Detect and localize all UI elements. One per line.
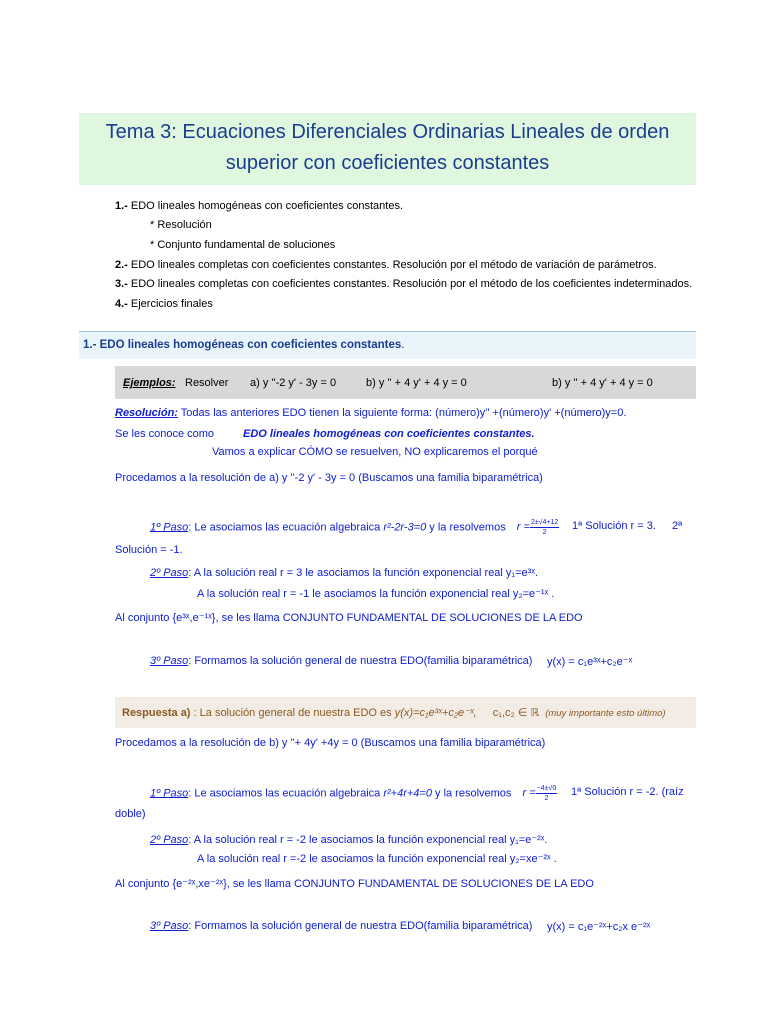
- resolution-label: Resolución:: [115, 407, 178, 419]
- paso1-a-sol2-cont: Solución = -1.: [115, 544, 183, 556]
- answer-text: : La solución general de nuestra EDO es: [190, 707, 395, 719]
- example-a: a) y ''-2 y' - 3y = 0: [250, 377, 337, 389]
- step-label: 1º Paso: [150, 521, 189, 534]
- example-b: b) y '' + 4 y' + 4 y = 0: [366, 377, 467, 389]
- solution-b: y(x) = c₁e⁻²ˣ+c₂x e⁻²ˣ: [547, 921, 651, 933]
- paso1-a: [150, 518, 559, 537]
- section-header: [79, 331, 696, 359]
- paso1-b-sol-cont: doble): [115, 808, 146, 820]
- step-text: : Le asociamos las ecuación algebraica: [188, 521, 384, 534]
- frac-num: −4±√0: [536, 785, 557, 792]
- toc-num: 2.-: [115, 259, 128, 271]
- toc-text: EDO lineales completas con coeficientes constantes. Resolución por el método de los coeficientes indeterminados.: [127, 278, 693, 290]
- paso2-a: [150, 567, 538, 579]
- vamos-text: Vamos a explicar CÓMO se resuelven, NO explicaremos el porqué: [212, 446, 538, 458]
- section-num: 1.-: [83, 339, 97, 351]
- examples-label: Ejemplos:: [123, 377, 176, 389]
- frac-den: 2: [542, 529, 547, 536]
- step-label: 3º Paso: [150, 655, 189, 667]
- step-label: 2º Paso: [150, 834, 189, 846]
- paso3-b: [150, 920, 532, 932]
- answer-label: Respuesta a): [122, 707, 191, 719]
- conjunto-b: Al conjunto {e⁻²ˣ,xe⁻²ˣ}, se les llama CONJUNTO FUNDAMENTAL DE SOLUCIONES DE LA EDO: [115, 878, 594, 890]
- step-text: : Le asociamos las ecuación algebraica: [188, 787, 384, 800]
- conoce-text: Se les conoce como: [115, 428, 215, 440]
- paso1-a-sol2: 2ª: [672, 520, 683, 532]
- root-fraction: [536, 784, 558, 803]
- paso2-b: [150, 833, 547, 846]
- algebraic-eq: r²-2r-3=0: [383, 521, 427, 534]
- section-dot: .: [401, 339, 405, 351]
- section-text: EDO lineales homogéneas con coeficientes constantes: [96, 339, 402, 351]
- step-label: 3º Paso: [150, 920, 189, 932]
- frac-num: 2±√4+12: [530, 519, 559, 526]
- toc-item-2: [115, 259, 657, 271]
- step-text: : Formamos la solución general de nuestra EDO(familia biparamétrica): [188, 655, 533, 667]
- toc-text: EDO lineales homogéneas con coeficientes constantes.: [127, 200, 404, 212]
- toc-item-4: [115, 298, 213, 310]
- paso1-a-sol: 1ª Solución r = 3.: [572, 520, 656, 532]
- paso3-a: [150, 655, 532, 667]
- solution-a: y(x) = c₁e³ˣ+c₂e⁻ˣ: [547, 656, 633, 668]
- paso2-b-line2: A la solución real r =-2 le asociamos la función exponencial real y₂=xe⁻²ˣ .: [197, 853, 557, 865]
- procedure-a: Procedamos a la resolución de a) y ''-2 y' - 3y = 0 (Buscamos una familia biparamétrica): [115, 472, 543, 484]
- toc-text: Ejercicios finales: [127, 298, 213, 310]
- examples-resolver: Resolver: [185, 377, 229, 389]
- paso2-a-line2: A la solución real r = -1 le asociamos la función exponencial real y₂=e⁻¹ˣ .: [197, 588, 555, 600]
- algebraic-eq: r²+4r+4=0: [383, 787, 432, 800]
- resolution-line: [115, 407, 626, 419]
- answer-constants: c₁,c₂ ∈ ℝ: [492, 707, 540, 719]
- r-label: r =: [516, 521, 530, 534]
- example-c: b) y '' + 4 y' + 4 y = 0: [552, 377, 653, 389]
- step-label: 2º Paso: [150, 567, 189, 579]
- toc-subitem: * Resolución: [150, 219, 212, 231]
- toc-item-3: [115, 278, 692, 290]
- title-box: [79, 113, 696, 185]
- answer-bar: [115, 697, 696, 728]
- toc-text: EDO lineales completas con coeficientes constantes. Resolución por el método de variación de parámetros.: [127, 259, 657, 271]
- answer-note: (muy importante esto último): [545, 708, 666, 719]
- answer-a: [122, 706, 666, 719]
- step-text: y la resolvemos: [426, 521, 506, 534]
- conjunto-a: Al conjunto {e³ˣ,e⁻¹ˣ}, se les llama CONJUNTO FUNDAMENTAL DE SOLUCIONES DE LA EDO: [115, 612, 583, 624]
- toc-num: 1.-: [115, 200, 128, 212]
- toc-num: 4.-: [115, 298, 128, 310]
- title-line-1: Tema 3: Ecuaciones Diferenciales Ordinarias Lineales de orden: [105, 121, 670, 143]
- title-line-2: superior con coeficientes constantes: [225, 152, 550, 174]
- frac-den: 2: [544, 795, 549, 802]
- step-label: 1º Paso: [150, 787, 189, 800]
- toc-item-1: [115, 200, 403, 212]
- root-fraction: [530, 518, 559, 537]
- step-text: y la resolvemos: [431, 787, 512, 800]
- step-text: : A la solución real r = 3 le asociamos la función exponencial real y₁=e³ˣ.: [188, 567, 539, 579]
- section-title: [83, 339, 404, 351]
- r-label: r =: [522, 787, 536, 800]
- step-text: : A la solución real r = -2 le asociamos la función exponencial real y₁=e⁻²ˣ.: [188, 834, 548, 846]
- paso1-b: [150, 784, 557, 803]
- resolution-text: Todas las anteriores EDO tienen la siguiente forma: (número)y'' +(número)y' +(número)y=0.: [177, 407, 627, 419]
- edo-name: EDO lineales homogéneas con coeficientes constantes.: [243, 428, 535, 440]
- toc-subitem: * Conjunto fundamental de soluciones: [150, 239, 336, 251]
- answer-eq: y(x)=c₁e³ˣ+c₂e⁻ˣ,: [394, 707, 477, 719]
- examples-bar: [115, 366, 696, 399]
- paso1-b-sol: 1ª Solución r = -2. (raíz: [571, 786, 684, 798]
- procedure-b: Procedamos a la resolución de b) y ''+ 4y' +4y = 0 (Buscamos una familia biparamétrica): [115, 737, 546, 749]
- step-text: : Formamos la solución general de nuestra EDO(familia biparamétrica): [188, 920, 533, 932]
- toc-num: 3.-: [115, 278, 128, 290]
